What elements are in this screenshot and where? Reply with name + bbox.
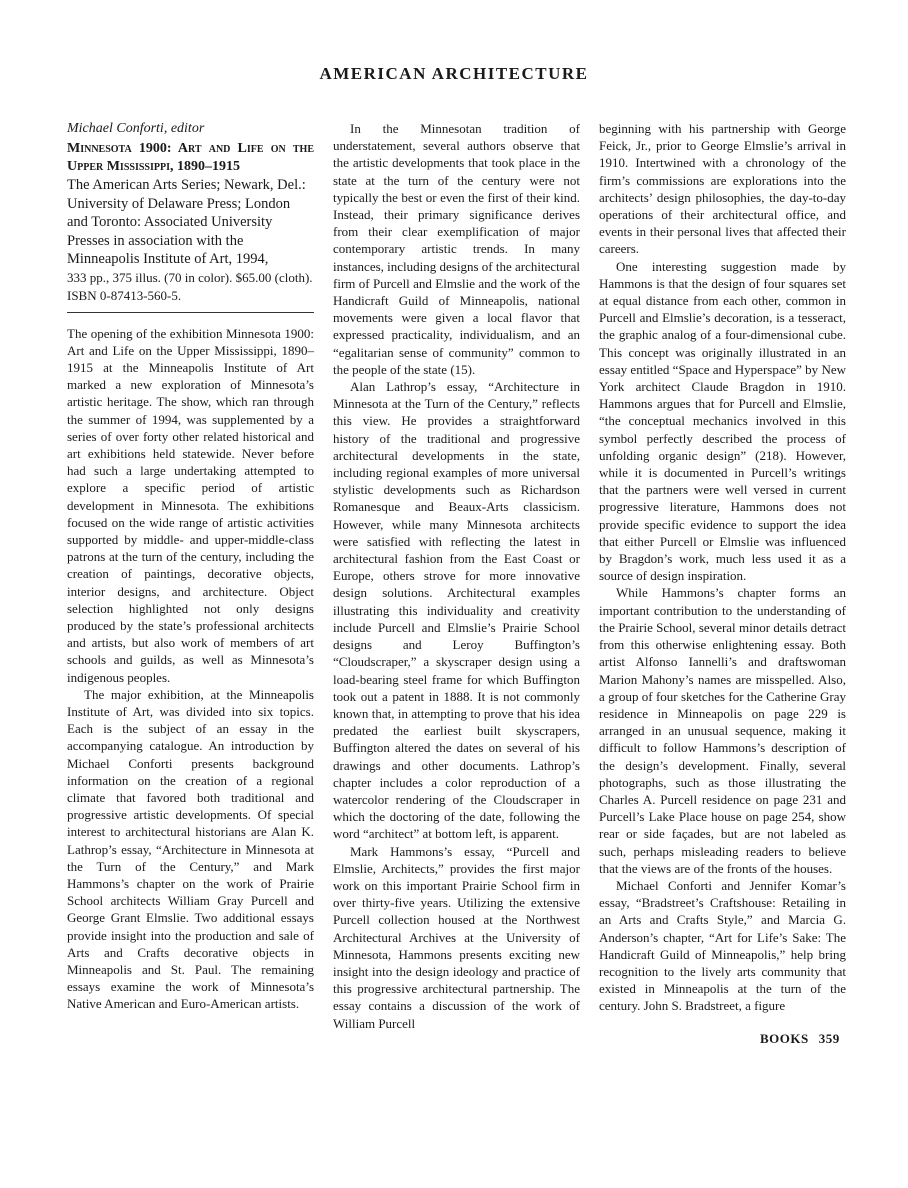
divider-rule xyxy=(67,312,314,313)
paragraph: One interesting suggestion made by Hammons is that the design of four squares set at equal distance from each other, common in Purcell and Elmslie’s decoration, is a tesseract, the graphic analog of a four-dimensional cube. This concept was originally illustrated in an essay entitled “Space and Hyperspace” by New York architect Claude Bragdon in 1910. Hammons argues that for Purcell and Elmslie, “the conceptual mechanics involved in this symbol perfectly described the process of unfolding organic design” (218). However, while it is documented in Purcell’s writings that the partners were well versed in current progressive literature, Hammons does not provide specific evidence to support the idea that either Purcell or Elmslie was influenced by Bragdon’s work, much less used it as a source of design inspiration. xyxy=(599,258,846,584)
column-3 xyxy=(599,120,846,1015)
paragraph: The opening of the exhibition Minnesota 1900: Art and Life on the Upper Mississippi, 1890–1915 at the Minneapolis Institute of Art marked a new exploration of Minnesota’s artistic heritage. The show, which ran through the summer of 1994, was supplemented by a series of over forty other related historical and art exhibitions held statewide. Never before had such a large undertaking attempted to explore a specific period of artistic development in Minnesota. The exhibitions focused on the wide range of artistic activities supported by middle- and upper-middle-class patrons at the turn of the century, including the creation of paintings, decorative objects, interior designs, and architecture. Object selection highlighted not only designs produced by the state’s professional architects and artists, but also work of members of art schools and guilds, as well as Minnesota’s indigenous peoples. xyxy=(67,325,314,685)
page-header: AMERICAN ARCHITECTURE xyxy=(319,64,589,83)
column-2 xyxy=(333,120,580,1032)
paragraph: beginning with his partnership with George Feick, Jr., prior to George Elmslie’s arrival in 1910. Intertwined with a chronology of the firm’s commissions are explorations into the architects’ design philosophies, the day-to-day operations of their architectural office, and events in their personal lives that affected their careers. xyxy=(599,121,846,257)
book-editor: Michael Conforti, editor xyxy=(67,121,205,136)
paragraph: Michael Conforti and Jennifer Komar’s essay, “Bradstreet’s Craftshouse: Retailing in an Arts and Crafts Style,” and Marcia G. Anderson’s chapter, “Art for Life’s Sake: The Handicraft Guild of Minneapolis,” help bring recognition to the lively arts community that existed in Minneapolis at the turn of the century. John S. Bradstreet, a figure xyxy=(599,877,846,1014)
paragraph: The major exhibition, at the Minneapolis Institute of Art, was divided into six topics. Each is the subject of an essay in the accompanying catalogue. An introduction by Michael Conforti presents background information on the creation of a regional climate that favored both traditional and progressive artistic developments. Of special interest to architectural historians are Alan K. Lathrop’s essay, “Architecture in Minnesota at the Turn of the Century,” and Mark Hammons’s chapter on the work of Prairie School architects William Gray Purcell and George Grant Elmslie. Two additional essays provide insight into the production and sale of Arts and Crafts decorative objects in Minneapolis and St. Paul. The remaining essays examine the work of Minnesota’s Native American and Euro-American artists. xyxy=(67,686,314,1012)
book-title: Minnesota 1900: Art and Life on the Upper Mississippi, 1890–1915 xyxy=(67,141,314,174)
footer-section-label: BOOKS xyxy=(760,1031,809,1046)
page-number: 359 xyxy=(818,1031,840,1046)
column-1 xyxy=(67,120,314,1013)
paragraph: In the Minnesotan tradition of understatement, several authors observe that the artistic developments that took place in the state at the turn of the century were not typically the best or even the first of their kind. Instead, their primary significance derives from their clear exemplification of major contemporary artistic trends. In many instances, including designs of the architectural firm of Purcell and Elmslie and the work of the Handicraft Guild of Minneapolis, national movements were given a local flavor that expressed practicality, individualism, and an “egalitarian sense of community” common to the people of the state (15). xyxy=(333,121,580,377)
book-publisher: The American Arts Series; Newark, Del.: University of Delaware Press; London and Toronto: Associated University Presses in association with the Minneapolis Institute of Art, 1994, xyxy=(67,177,306,267)
book-details: 333 pp., 375 illus. (70 in color). $65.00 (cloth). ISBN 0-87413-560-5. xyxy=(67,269,313,303)
paragraph: Mark Hammons’s essay, “Purcell and Elmslie, Architects,” provides the first major work on this important Prairie School firm in over thirty-five years. Utilizing the extensive Purcell collection housed at the Northwest Architectural Archives at the University of Minnesota, Hammons presents exciting new insight into the design ideology and practice of this progressive architectural partnership. The essay contains a discussion of the work of William Purcell xyxy=(333,843,580,1031)
page-footer xyxy=(760,1031,840,1047)
paragraph: While Hammons’s chapter forms an important contribution to the understanding of the Prairie School, several minor details detract from this otherwise enlightening essay. Both artist Alfonso Iannelli’s and draftswoman Marion Mahony’s names are misspelled. Also, a group of four sketches for the Catherine Gray residence in Minneapolis on page 229 is arranged in an unusual sequence, making it difficult to follow Hammons’s description of the design’s development. Finally, several photographs, such as those illustrating the Charles A. Purcell residence on page 231 and Purcell’s Lake Place house on page 254, show rear or side façades, but are not labeled as such, perhaps misleading readers to believe that the views are of the fronts of the houses. xyxy=(599,585,846,876)
paragraph: Alan Lathrop’s essay, “Architecture in Minnesota at the Turn of the Century,” reflects this view. He provides a straightforward history of the traditional and progressive architectural developments in the state, including regional examples of more universal stylistic developments such as Richardson Romanesque and Beaux-Arts classicism. However, while many Minnesota architects were satisfied with reflecting the latest in architectural fashion from the East Coast or Europe, others strove for more innovative design solutions. Architectural examples illustrating this individuality and creativity include Purcell and Elmslie’s Prairie School designs and Leroy Buffington’s “Cloudscraper,” a skyscraper design using a load-bearing steel frame for which Buffington took out a patent in 1888. It is not commonly known that, in attempting to prove that his idea predated the earliest built skyscrapers, Buffington altered the dates on several of his drawings and other documents. Lathrop’s chapter includes a color reproduction of a watercolor rendering of the Cloudscraper in which the doctoring of the date, following the word “architect” at bottom left, is apparent. xyxy=(333,379,580,842)
